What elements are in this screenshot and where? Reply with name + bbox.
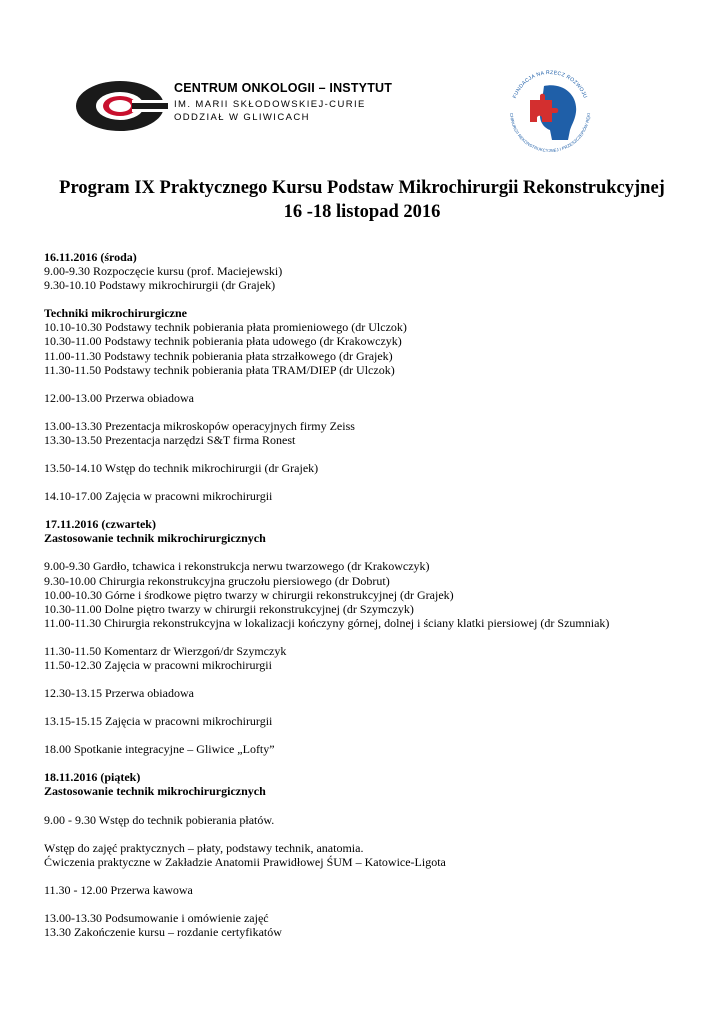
day2-heading: 17.11.2016 (czwartek)	[45, 517, 156, 532]
document-header	[0, 0, 724, 154]
list-item: 11.30-11.50 Komentarz dr Wierzgoń/dr Szymczyk	[44, 643, 287, 658]
foundation-arc-bottom: CHIRURGII REKONSTRUKCYJNEJ I PRZESZCZEPIÓW RĘKI	[508, 112, 591, 154]
list-item: 13.00-13.30 Prezentacja mikroskopów operacyjnych firmy Zeiss	[44, 418, 355, 433]
list-item: Ćwiczenia praktyczne w Zakładzie Anatomii Prawidłowej ŚUM – Katowice-Ligota	[44, 854, 446, 869]
list-item: 9.30-10.10 Podstawy mikrochirurgii (dr Grajek)	[44, 278, 276, 293]
coffee-break: 11.30 - 12.00 Przerwa kawowa	[44, 882, 193, 897]
list-item: 11.50-12.30 Zajęcia w pracowni mikrochirurgii	[44, 657, 272, 672]
centrum-onkologii-name	[174, 81, 392, 124]
list-item: 13.30-13.50 Prezentacja narzędzi S&T firma Ronest	[44, 432, 296, 447]
foundation-arc-top: FUNDACJA NA RZECZ ROZWOJU	[512, 69, 588, 100]
list-item: 13.50-14.10 Wstęp do technik mikrochirurgii (dr Grajek)	[44, 461, 319, 476]
program-content	[44, 250, 704, 939]
list-item: 13.00-13.30 Podsumowanie i omówienie zajęć	[44, 910, 269, 925]
list-item: 9.00-9.30 Gardło, tchawica i rekonstrukcja nerwu twarzowego (dr Krakowczyk)	[44, 559, 430, 574]
day1-section-heading: Techniki mikrochirurgiczne	[44, 306, 188, 321]
day2-subheading: Zastosowanie technik mikrochirurgicznych	[44, 531, 266, 546]
program-title-dates: 16 -18 listopad 2016	[283, 202, 441, 222]
lunch-break: 12.30-13.15 Przerwa obiadowa	[44, 686, 194, 701]
institute-branch: ODDZIAŁ W GLIWICACH	[174, 112, 310, 123]
list-item: 10.00-10.30 Górne i środkowe piętro twarzy w chirurgii rekonstrukcyjnej (dr Grajek)	[44, 587, 454, 602]
list-item: Wstęp do zajęć praktycznych – płaty, podstawy technik, anatomia.	[44, 840, 364, 855]
list-item: 11.00-11.30 Chirurgia rekonstrukcyjna w lokalizacji kończyny górnej, dolnej i ściany klatki piersiowej (dr Szumniak)	[44, 615, 610, 630]
day1-heading: 16.11.2016 (środa)	[44, 250, 137, 264]
list-item: 10.30-11.00 Dolne piętro twarzy w chirurgii rekonstrukcyjnej (dr Szymczyk)	[44, 601, 414, 616]
institute-name: CENTRUM ONKOLOGII – INSTYTUT	[174, 81, 393, 95]
list-item: 10.10-10.30 Podstawy technik pobierania płata promieniowego (dr Ulczok)	[44, 320, 407, 335]
program-title-line1: Program IX Praktycznego Kursu Podstaw Mikrochirurgii Rekonstrukcyjnej	[59, 178, 665, 198]
list-item: 9.00-9.30 Rozpoczęcie kursu (prof. Maciejewski)	[44, 264, 283, 279]
lunch-break: 12.00-13.00 Przerwa obiadowa	[44, 390, 194, 405]
list-item: 9.00 - 9.30 Wstęp do technik pobierania płatów.	[44, 812, 275, 827]
list-item: 10.30-11.00 Podstawy technik pobierania płata udowego (dr Krakowczyk)	[44, 334, 402, 349]
day3-subheading: Zastosowanie technik mikrochirurgicznych	[44, 784, 266, 799]
list-item: 9.30-10.00 Chirurgia rekonstrukcyjna gruczołu piersiowego (dr Dobrut)	[44, 573, 390, 588]
foundation-logo	[500, 60, 600, 160]
institute-patron: IM. MARII SKŁODOWSKIEJ-CURIE	[174, 99, 366, 110]
program-title	[40, 176, 684, 224]
centrum-onkologii-logo	[76, 80, 168, 132]
list-item: 18.00 Spotkanie integracyjne – Gliwice „Lofty”	[44, 742, 275, 757]
day3-heading: 18.11.2016 (piątek)	[44, 770, 141, 785]
list-item: 14.10-17.00 Zajęcia w pracowni mikrochirurgii	[44, 489, 273, 504]
list-item: 13.30 Zakończenie kursu – rozdanie certyfikatów	[44, 925, 282, 939]
list-item: 13.15-15.15 Zajęcia w pracowni mikrochirurgii	[44, 714, 273, 729]
list-item: 11.30-11.50 Podstawy technik pobierania płata TRAM/DIEP (dr Ulczok)	[44, 362, 395, 377]
list-item: 11.00-11.30 Podstawy technik pobierania płata strzałkowego (dr Grajek)	[44, 348, 393, 363]
